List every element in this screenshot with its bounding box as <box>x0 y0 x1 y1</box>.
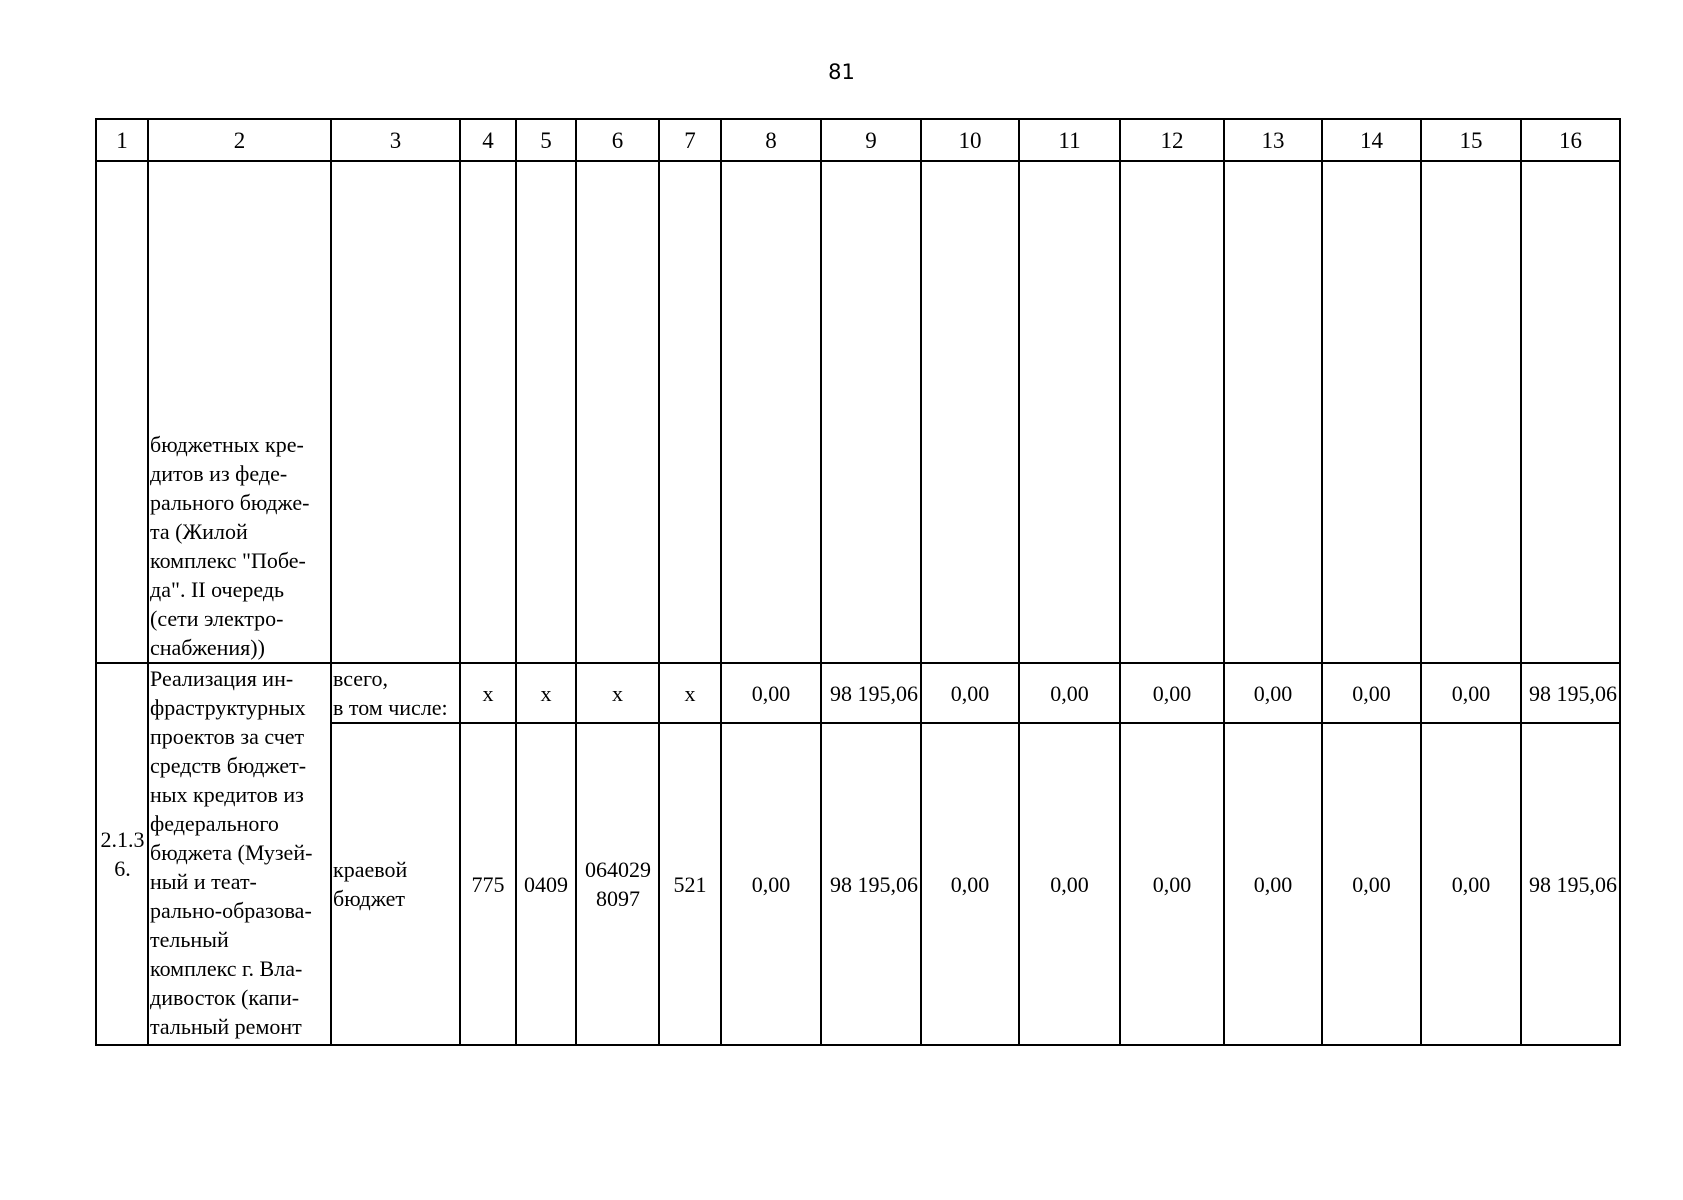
cell-col16: 98 195,06 <box>1521 723 1620 1045</box>
empty-cell <box>1322 161 1421 663</box>
cell-col12: 0,00 <box>1120 663 1224 723</box>
column-header: 3 <box>331 119 460 161</box>
column-header: 14 <box>1322 119 1421 161</box>
column-header: 10 <box>921 119 1019 161</box>
cell-col9: 98 195,06 <box>821 723 921 1045</box>
cell-col8: 0,00 <box>721 723 821 1045</box>
column-header: 5 <box>516 119 576 161</box>
funding-source-regional: краевой бюджет <box>331 723 460 1045</box>
cell-col13: 0,00 <box>1224 663 1322 723</box>
cell-col15: 0,00 <box>1421 723 1521 1045</box>
cell-col4: х <box>460 663 516 723</box>
cell-col15: 0,00 <box>1421 663 1521 723</box>
continuation-row <box>96 161 1620 663</box>
column-header: 13 <box>1224 119 1322 161</box>
cell-col6: 064029 8097 <box>576 723 659 1045</box>
empty-cell <box>331 161 460 663</box>
empty-cell <box>1224 161 1322 663</box>
column-header: 16 <box>1521 119 1620 161</box>
cell-col10: 0,00 <box>921 723 1019 1045</box>
empty-cell <box>921 161 1019 663</box>
column-header: 9 <box>821 119 921 161</box>
column-header: 15 <box>1421 119 1521 161</box>
empty-cell <box>1019 161 1120 663</box>
column-header: 2 <box>148 119 331 161</box>
empty-cell <box>821 161 921 663</box>
column-header: 12 <box>1120 119 1224 161</box>
cell-col11: 0,00 <box>1019 663 1120 723</box>
cell-col8: 0,00 <box>721 663 821 723</box>
continued-description: бюджетных кре- дитов из феде- рального бюдже- та (Жилой комплекс "Побе- да". II очередь (сети электро- снабжения)) <box>148 161 331 663</box>
cell-col6: х <box>576 663 659 723</box>
empty-cell <box>516 161 576 663</box>
cell-col14: 0,00 <box>1322 723 1421 1045</box>
cell-col11: 0,00 <box>1019 723 1120 1045</box>
column-header: 1 <box>96 119 148 161</box>
cell-col5: 0409 <box>516 723 576 1045</box>
column-number-header-row <box>96 119 1620 161</box>
cell-col9: 98 195,06 <box>821 663 921 723</box>
empty-cell <box>721 161 821 663</box>
empty-cell <box>659 161 721 663</box>
empty-cell <box>1120 161 1224 663</box>
cell-col7: 521 <box>659 723 721 1045</box>
empty-cell <box>576 161 659 663</box>
total-row <box>96 663 1620 723</box>
page-number: 81 <box>828 60 855 84</box>
column-header: 8 <box>721 119 821 161</box>
cell-col13: 0,00 <box>1224 723 1322 1045</box>
cell-col7: х <box>659 663 721 723</box>
cell-col10: 0,00 <box>921 663 1019 723</box>
empty-cell <box>1421 161 1521 663</box>
cell-col12: 0,00 <box>1120 723 1224 1045</box>
empty-cell <box>96 161 148 663</box>
column-header: 11 <box>1019 119 1120 161</box>
empty-cell <box>1521 161 1620 663</box>
item-number: 2.1.3 6. <box>96 663 148 1045</box>
column-header: 4 <box>460 119 516 161</box>
cell-col4: 775 <box>460 723 516 1045</box>
funding-source-total: всего, в том числе: <box>331 663 460 723</box>
empty-cell <box>460 161 516 663</box>
cell-col5: х <box>516 663 576 723</box>
cell-col14: 0,00 <box>1322 663 1421 723</box>
column-header: 7 <box>659 119 721 161</box>
cell-col16: 98 195,06 <box>1521 663 1620 723</box>
column-header: 6 <box>576 119 659 161</box>
item-description: Реализация ин- фраструктурных проектов за счет средств бюджет- ных кредитов из федерального бюджета (Музей- ный и теат- рально-образова- тельный комплекс г. Вла- дивосток (капи- тальный ремонт <box>148 663 331 1045</box>
budget-table <box>95 118 1621 1046</box>
